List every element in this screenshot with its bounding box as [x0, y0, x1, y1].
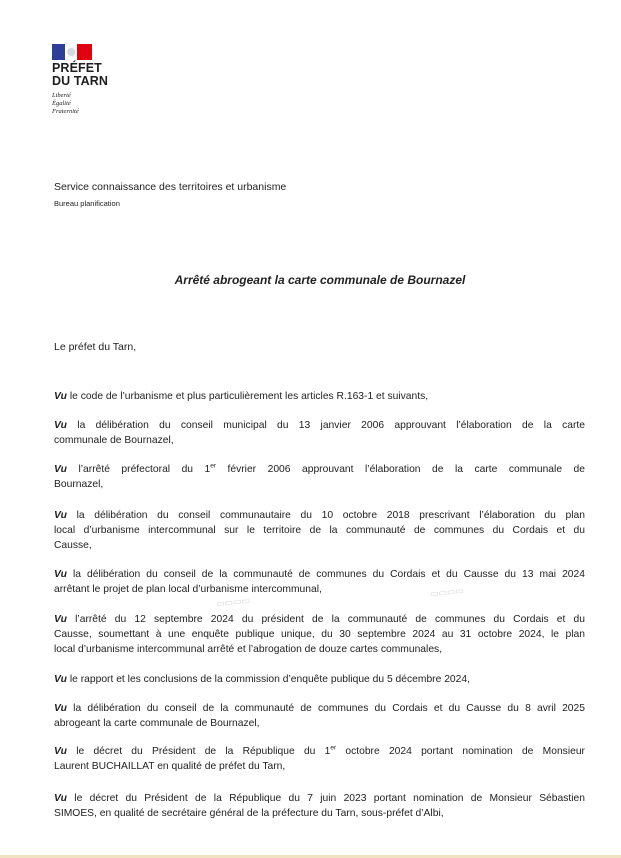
vu-keyword: Vu — [54, 464, 67, 475]
considerant-text: octobre 2024 portant nomination de Monsieur — [336, 746, 585, 757]
considerant-text: arrêtant le projet de plan local d’urbanisme intercommunal, — [54, 584, 322, 595]
logo-line-1: PRÉFET — [52, 61, 102, 75]
considerant-text: Causse, — [54, 540, 92, 551]
vu-keyword: Vu — [54, 569, 67, 580]
vu-keyword: Vu — [54, 510, 67, 521]
prefecture-logo — [52, 44, 142, 116]
considerant-text: février 2006 approuvant l’élaboration de la carte communale de — [216, 464, 585, 475]
considerant-text: local d’urbanisme intercommunal sur le territoire de la communauté de communes du Cordais et du — [54, 525, 585, 536]
considerant-text: la délibération du conseil de la communauté de communes du Cordais et du Causse du 8 avril 2025 — [66, 703, 585, 714]
considerant-text: Laurent BUCHAILLAT en qualité de préfet du Tarn, — [54, 761, 286, 772]
considerant-4 — [54, 508, 585, 553]
considerant-8 — [54, 701, 585, 731]
vu-keyword: Vu — [54, 391, 67, 402]
considerant-text: le code de l’urbanisme et plus particulièrement les articles R.163-1 et suivants, — [66, 391, 429, 402]
vu-keyword: Vu — [54, 420, 67, 431]
motto-egalite: Égalité — [52, 100, 71, 107]
considerant-text: la délibération du conseil de la communauté de communes du Cordais et du Causse du 13 mai 2024 — [66, 569, 585, 580]
vu-keyword: Vu — [54, 746, 67, 757]
considerant-text: le décret du Président de la République du 1 — [66, 746, 331, 757]
logo-line-2: DU TARN — [52, 74, 109, 88]
superscript: er — [330, 744, 337, 752]
considerant-text: Causse, soumettant à une enquête publique unique, du 30 septembre 2024 au 31 octobre 2024, le plan — [54, 629, 585, 640]
considerant-2 — [54, 418, 585, 448]
marianne-flag-icon — [52, 44, 92, 60]
document-title: Arrêté abrogeant la carte communale de Bournazel — [174, 273, 466, 287]
considerant-7 — [54, 672, 585, 687]
considerant-text: abrogeant la carte communale de Bournazel, — [54, 718, 260, 729]
considerant-1 — [54, 389, 585, 404]
considerant-text: le rapport et les conclusions de la commission d’enquête publique du 5 décembre 2024, — [66, 674, 470, 685]
considerant-text: le décret du Président de la République du 7 juin 2023 portant nomination de Monsieur Sébastien — [66, 793, 585, 804]
motto-fraternite: Fraternité — [52, 108, 79, 115]
vu-keyword: Vu — [54, 674, 67, 685]
faint-stamp-mark: ▭▭▭▭ — [215, 595, 251, 609]
considerant-text: la délibération du conseil municipal du 13 janvier 2006 approuvant l’élaboration de la carte — [66, 420, 585, 431]
opening-line: Le préfet du Tarn, — [54, 341, 137, 353]
considerant-3 — [54, 462, 585, 492]
considerant-text: la délibération du conseil communautaire du 10 octobre 2018 prescrivant l’élaboration du plan — [66, 510, 585, 521]
considerant-text: l’arrêté préfectoral du 1 — [66, 464, 211, 475]
faint-stamp-mark: ▭▭▭▭ — [429, 585, 465, 599]
considerant-10 — [54, 791, 585, 821]
vu-keyword: Vu — [54, 703, 67, 714]
considerant-9 — [54, 744, 585, 774]
motto-liberte: Liberté — [52, 92, 71, 99]
bureau-name: Bureau planification — [54, 199, 120, 208]
considerant-text: Bournazel, — [54, 479, 104, 490]
considerant-text: SIMOES, en qualité de secrétaire général de la préfecture du Tarn, sous-préfet d’Albi, — [54, 808, 444, 819]
considerant-text: communale de Bournazel, — [54, 435, 174, 446]
service-name: Service connaissance des territoires et urbanisme — [54, 181, 287, 193]
republic-motto — [52, 92, 142, 116]
considerant-5 — [54, 567, 585, 597]
vu-keyword: Vu — [54, 793, 67, 804]
vu-keyword: Vu — [54, 614, 67, 625]
considerant-6 — [54, 612, 585, 657]
superscript: er — [210, 462, 217, 470]
considerant-text: local d’urbanisme intercommunal arrêté et l’abrogation de douze cartes communales, — [54, 644, 443, 655]
considerant-text: l’arrêté du 12 septembre 2024 du président de la communauté de communes du Cordais et du — [66, 614, 585, 625]
